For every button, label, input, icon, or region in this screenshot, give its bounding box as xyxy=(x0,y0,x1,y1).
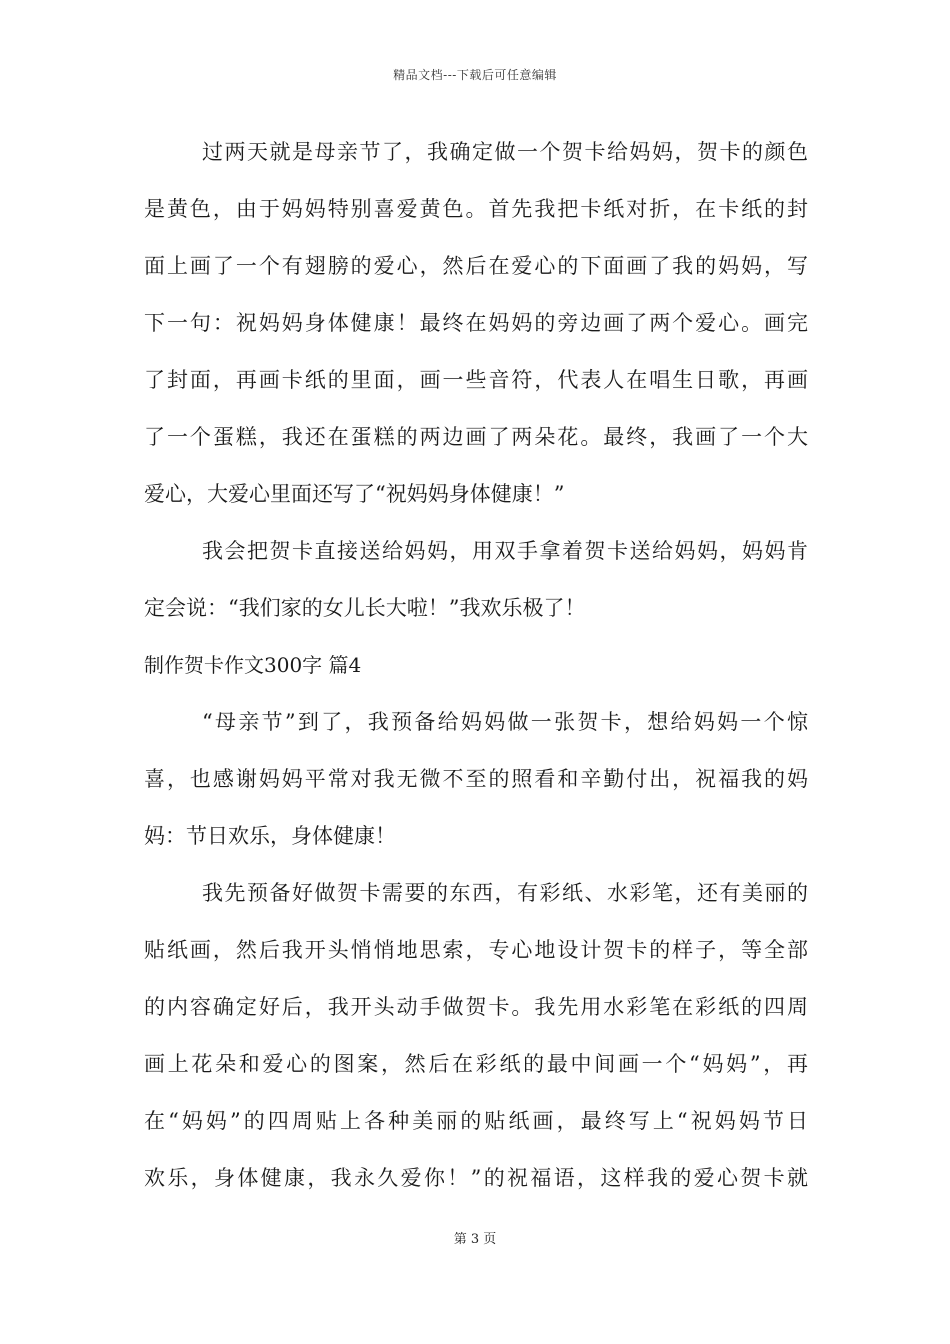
paragraph-line: 了一个蛋糕，我还在蛋糕的两边画了两朵花。最终，我画了一个大 xyxy=(144,425,808,449)
page-number: 第 3 页 xyxy=(453,1232,497,1247)
document-body xyxy=(144,124,808,1207)
paragraph-line: 我会把贺卡直接送给妈妈，用双手拿着贺卡送给妈妈，妈妈肯 xyxy=(202,539,808,563)
paragraph-line: 面上画了一个有翅膀的爱心，然后在爱心的下面画了我的妈妈，写 xyxy=(144,254,808,278)
paragraph-line: 是黄色，由于妈妈特别喜爱黄色。首先我把卡纸对折，在卡纸的封 xyxy=(144,197,808,221)
paragraph-line: 爱心，大爱心里面还写了“祝妈妈身体健康！” xyxy=(144,482,565,506)
paragraph-line: 贴纸画，然后我开头悄悄地思索，专心地设计贺卡的样子，等全部 xyxy=(144,938,808,962)
paragraph-line: 过两天就是母亲节了，我确定做一个贺卡给妈妈，贺卡的颜色 xyxy=(202,140,808,164)
section-title: 制作贺卡作文300字 篇4 xyxy=(144,653,362,677)
page-header: 精品文档---下载后可任意编辑 xyxy=(393,68,557,82)
paragraph-line: 我先预备好做贺卡需要的东西，有彩纸、水彩笔，还有美丽的 xyxy=(202,881,808,905)
paragraph-line: 的内容确定好后，我开头动手做贺卡。我先用水彩笔在彩纸的四周 xyxy=(144,995,808,1019)
paragraph-line: 画上花朵和爱心的图案，然后在彩纸的最中间画一个“妈妈”，再 xyxy=(144,1052,808,1076)
paragraph-line: 在“妈妈”的四周贴上各种美丽的贴纸画，最终写上“祝妈妈节日 xyxy=(144,1109,808,1133)
paragraph-line: “母亲节”到了，我预备给妈妈做一张贺卡，想给妈妈一个惊 xyxy=(202,710,808,734)
paragraph-line: 喜，也感谢妈妈平常对我无微不至的照看和辛勤付出，祝福我的妈 xyxy=(144,767,808,791)
paragraph-line: 欢乐，身体健康，我永久爱你！”的祝福语，这样我的爱心贺卡就 xyxy=(144,1166,808,1190)
paragraph-4 xyxy=(144,865,808,1207)
paragraph-line: 妈：节日欢乐，身体健康！ xyxy=(144,824,396,848)
paragraph-1 xyxy=(144,124,808,523)
paragraph-2 xyxy=(144,523,808,637)
paragraph-line: 了封面，再画卡纸的里面，画一些音符，代表人在唱生日歌，再画 xyxy=(144,368,808,392)
paragraph-line: 下一句：祝妈妈身体健康！最终在妈妈的旁边画了两个爱心。画完 xyxy=(144,311,808,335)
paragraph-line: 定会说：“我们家的女儿长大啦！”我欢乐极了！ xyxy=(144,596,586,620)
paragraph-3 xyxy=(144,694,808,865)
